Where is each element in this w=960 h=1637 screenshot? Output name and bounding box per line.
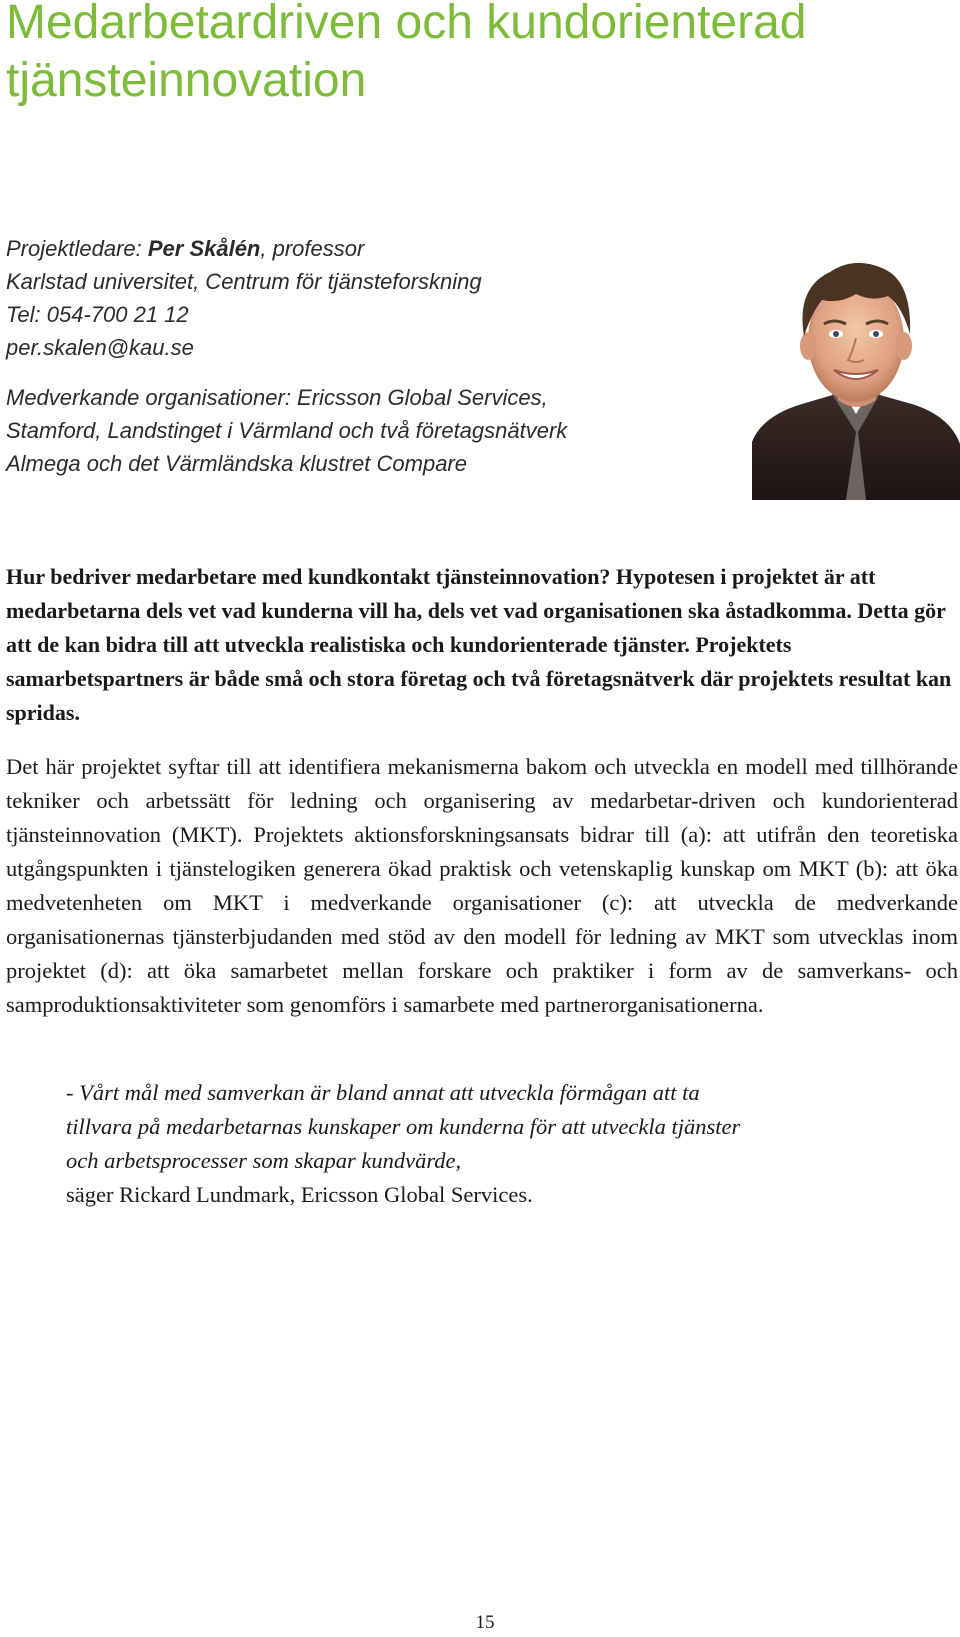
title-line-1: Medarbetardriven och kundorienterad xyxy=(6,0,807,49)
project-leader-name: Per Skålén xyxy=(147,236,261,261)
lead-paragraph: Hur bedriver medarbetare med kundkontakt tjänsteinnovation? Hypotesen i projektet är att medarbetarna dels vet vad kunderna vill ha, dels vet vad organisationen ska åstadkomma. Detta gör att de kan bidra till att utveckla realistiska och kundorienterade tjänster. Projektets samarbetspartners är både små och stora företag och två företagsnätverk där projektets resultat kan spridas. xyxy=(6,564,952,725)
page-number: 15 xyxy=(475,1612,495,1633)
project-leader-line xyxy=(6,232,706,265)
project-leader-label: Projektledare: xyxy=(6,236,148,261)
project-leader-title: , professor xyxy=(260,236,365,261)
phone: Tel: 054-700 21 12 xyxy=(6,302,189,327)
quote-line-3: och arbetsprocesser som skapar kundvärde, xyxy=(66,1148,462,1173)
quote-block xyxy=(66,1076,926,1212)
contact-block xyxy=(6,232,706,480)
quote-attribution: säger Rickard Lundmark, Ericsson Global Services. xyxy=(66,1182,533,1207)
contact-spacer xyxy=(6,364,706,381)
title-line-2: tjänsteinnovation xyxy=(6,54,367,107)
portrait-photo xyxy=(752,254,960,500)
email: per.skalen@kau.se xyxy=(6,335,194,360)
affiliation: Karlstad universitet, Centrum för tjänsteforskning xyxy=(6,269,482,294)
partners-line-2: Stamford, Landstinget i Värmland och två företagsnätverk xyxy=(6,418,568,443)
page-title xyxy=(6,0,946,110)
partners-line-3: Almega och det Värmländska klustret Compare xyxy=(6,451,467,476)
quote-line-1: - Vårt mål med samverkan är bland annat att utveckla förmågan att ta xyxy=(66,1080,700,1105)
body-paragraph: Det här projektet syftar till att identifiera mekanismerna bakom och utveckla en modell med tillhörande tekniker och arbetssätt för ledning och organisering av medarbetar-driven och kundorienterad tjänsteinnovation (MKT). Projektets aktionsforskningsansats bidrar till (a): att utifrån den teoretiska utgångspunkten i tjänstelogiken generera ökad praktisk och vetenskaplig kunskap om MKT (b): att öka medvetenheten om MKT i medverkande organisationer (c): att utveckla de medverkande organisationernas tjänsterbjudanden med stöd av den modell för ledning av MKT som utvecklas inom projektet (d): att öka samarbetet mellan forskare och praktiker i form av de samverkans- och samproduktionsaktiviteter som genomförs i samarbete med partnerorganisationerna. xyxy=(6,754,958,1017)
quote-line-2: tillvara på medarbetarnas kunskaper om kunderna för att utveckla tjänster xyxy=(66,1114,741,1139)
partners-line-1: Medverkande organisationer: Ericsson Global Services, xyxy=(6,385,548,410)
